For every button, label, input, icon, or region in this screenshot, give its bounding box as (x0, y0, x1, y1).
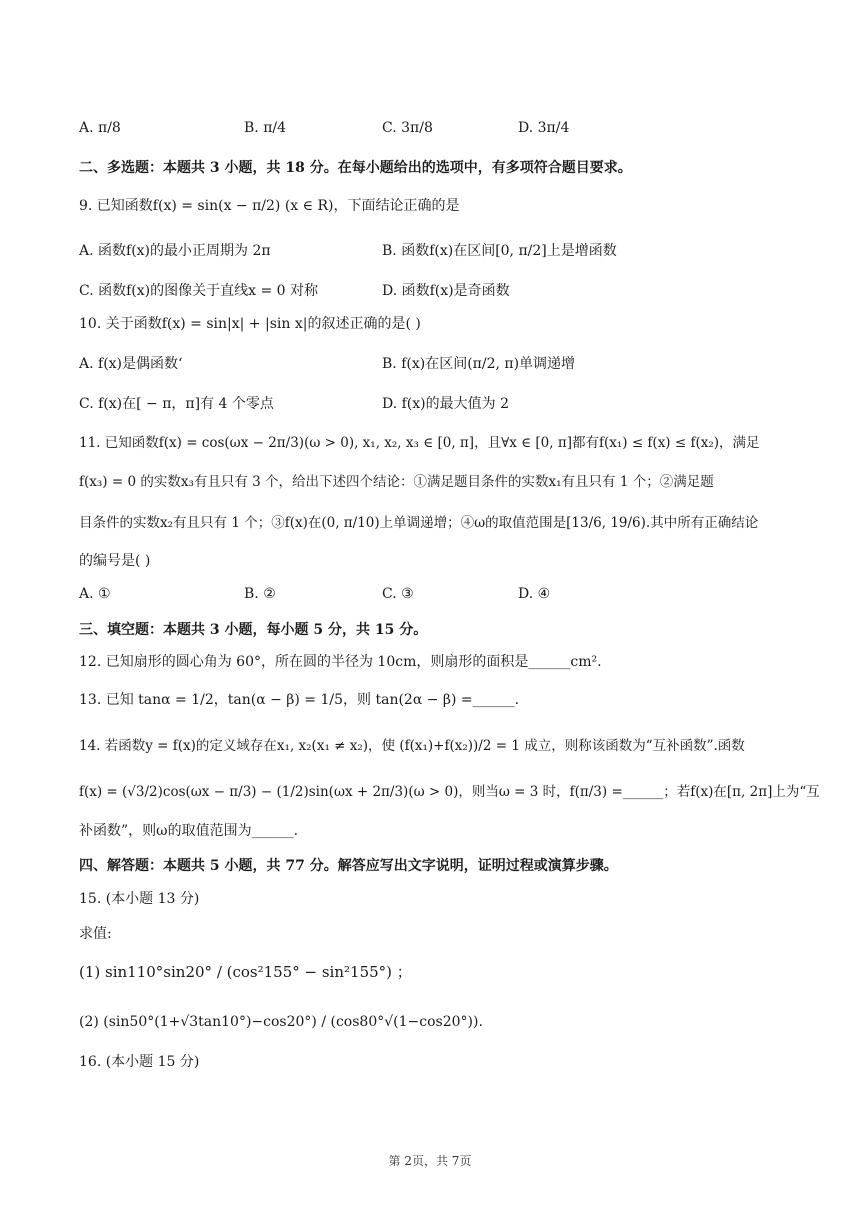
section-heading-multi-choice: 二、多选题：本题共 3 小题，共 18 分。在每小题给出的选项中，有多项符合题目要求。 (79, 160, 632, 176)
q10-option-c: C. f(x)在[ − π，π]有 4 个零点 (79, 396, 274, 412)
q11-option-c: C. ③ (382, 586, 414, 602)
q13-stem: 13. 已知 tanα = 1/2，tan(α − β) = 1/5，则 tan(2α − β) =______. (79, 692, 520, 708)
q9-stem: 9. 已知函数f(x) = sin(x − π/2) (x ∈ R)，下面结论正确的是 (79, 198, 460, 214)
q16-title: 16. (本小题 15 分) (79, 1054, 200, 1070)
q11-stem-line3: 目条件的实数x₂有且只有 1 个；③f(x)在(0, π/10)上单调递增；④ω的取值范围是[13/6, 19/6).其中所有正确结论 (79, 515, 759, 531)
q12-stem: 12. 已知扇形的圆心角为 60°，所在圆的半径为 10cm，则扇形的面积是______cm². (79, 654, 602, 670)
page-footer: 第 2页，共 7页 (388, 1154, 472, 1168)
q15-part1: (1) sin110°sin20° / (cos²155° − sin²155°) ； (79, 963, 412, 981)
q11-option-a: A. ① (79, 586, 111, 602)
q11-stem-line2: f(x₃) = 0 的实数x₃有且只有 3 个，给出下述四个结论：①满足题目条件的实数x₁有且只有 1 个；②满足题 (79, 474, 714, 490)
q11-stem-line1: 11. 已知函数f(x) = cos(ωx − 2π/3)(ω > 0), x₁, x₂, x₃ ∈ [0, π]，且∀x ∈ [0, π]都有f(x₁) ≤ f(x) ≤ f(x₂)，满足 (79, 435, 760, 451)
q15-title: 15. (本小题 13 分) (79, 891, 200, 907)
q15-part2: (2) (sin50°(1+√3tan10°)−cos20°) / (cos80°√(1−cos20°)). (79, 1014, 483, 1030)
q14-stem-line1: 14. 若函数y = f(x)的定义域存在x₁, x₂(x₁ ≠ x₂)，使 (f(x₁)+f(x₂))/2 = 1 成立，则称该函数为“互补函数”.函数 (79, 738, 745, 754)
section-heading-fill-in: 三、填空题：本题共 3 小题，每小题 5 分，共 15 分。 (79, 622, 428, 638)
q10-option-d: D. f(x)的最大值为 2 (382, 396, 509, 412)
section-heading-solutions: 四、解答题：本题共 5 小题，共 77 分。解答应写出文字说明，证明过程或演算步骤。 (79, 858, 618, 874)
q11-option-d: D. ④ (518, 586, 551, 602)
q14-stem-line2: f(x) = (√3/2)cos(ωx − π/3) − (1/2)sin(ωx + 2π/3)(ω > 0)，则当ω = 3 时，f(π/3) =______；若f(x)在[π, 2π]上为“互 (79, 784, 820, 800)
q14-stem-line3: 补函数”，则ω的取值范围为______. (79, 823, 299, 839)
q15-prompt: 求值: (79, 926, 112, 942)
q9-option-d: D. 函数f(x)是奇函数 (382, 283, 510, 299)
q9-option-c: C. 函数f(x)的图像关于直线x = 0 对称 (79, 283, 318, 299)
q8-option-b: B. π/4 (244, 120, 287, 136)
q10-option-a: A. f(x)是偶函数‘ (79, 356, 183, 372)
q11-stem-line4: 的编号是( ) (79, 553, 151, 569)
q9-option-b: B. 函数f(x)在区间[0, π/2]上是增函数 (382, 243, 617, 259)
q10-stem: 10. 关于函数f(x) = sin|x| + |sin x|的叙述正确的是( ) (79, 316, 421, 332)
q11-option-b: B. ② (244, 586, 276, 602)
q10-option-b: B. f(x)在区间(π/2, π)单调递增 (382, 356, 576, 372)
q9-option-a: A. 函数f(x)的最小正周期为 2π (79, 243, 271, 259)
q8-option-a: A. π/8 (79, 120, 121, 136)
q8-option-c: C. 3π/8 (382, 120, 433, 136)
q8-option-d: D. 3π/4 (518, 120, 570, 136)
